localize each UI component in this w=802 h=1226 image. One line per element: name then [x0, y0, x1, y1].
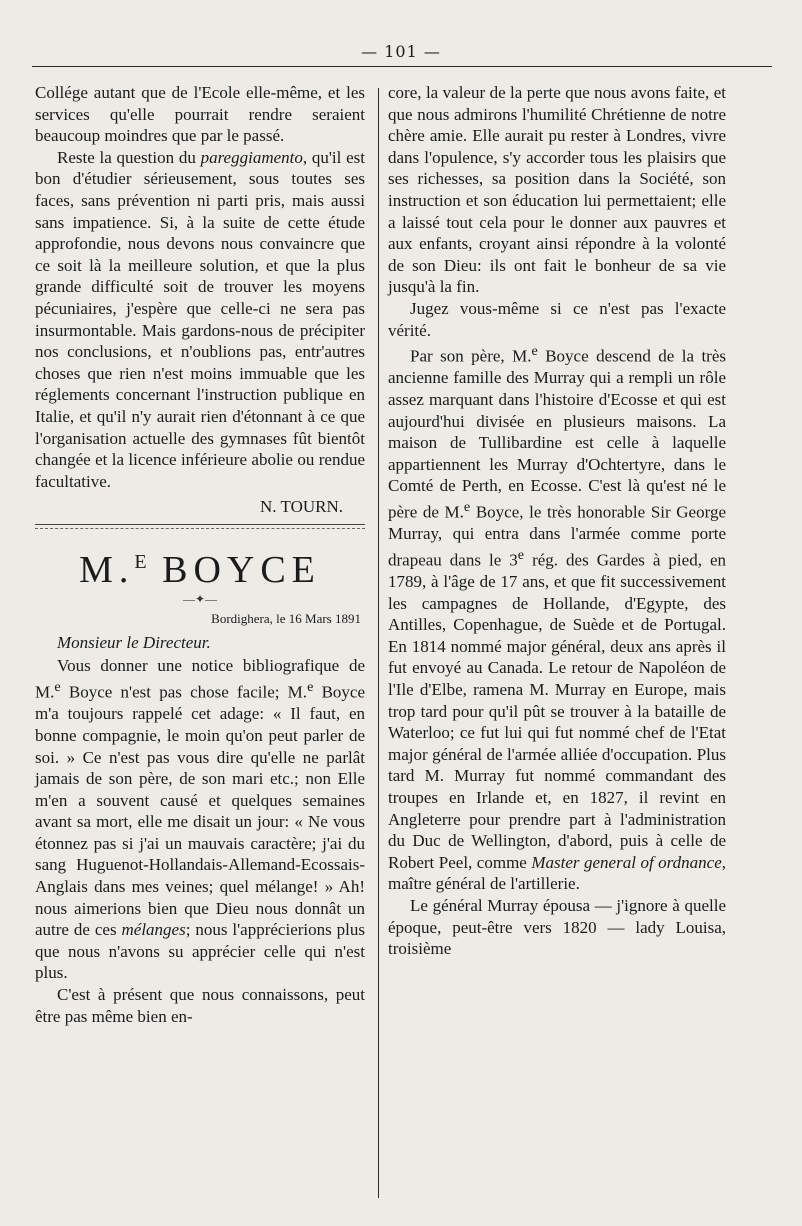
right-column	[388, 82, 726, 960]
text-run: , qu'il est bon d'étudier sérieusement, sous toutes ses faces, sans prévention ni parti pris, mais aussi sans impatience. Si, à la suite de cette étude approfondie, nous devons nous convaincre que ce soit là la meilleure solution, et que la plus grande difficulté soit de trouver les moyens pécuniaires, j'espère que celle-ci ne sera pas insurmontable. Mais gardons-nous de précipiter nos conclusions, et n'oublions pas, entr'autres choses que rien n'est moins immuable que les réglements concernant l'instruction publique en Italie, et qu'il n'y aurait rien d'étonnant à ce que l'organisation actuelle des gymnases fût bientôt changée et la licence inférieure abolie ou rendue facultative.	[35, 147, 365, 491]
superscript: e	[307, 679, 314, 696]
text-run: Boyce m'a toujours rappelé cet adage: « Il faut, en bonne compagnie, le moin qu'on peut parler de soi. » Ce n'est pas vous dire qu'elle ne parlât jamais de son père, de son mari etc.; non Elle m'en a souvent causé et quelques semaines avant sa mort, elle me disait un jour: « Ne vous étonnez pas si j'ai un mauvais caractère; j'ai du sang Huguenot-Hollandais-Allemand-Ecossais-Anglais dans mes veines; quel mélange! » Ah! nous aimerions bien que Dieu nous donnât un autre de ces	[35, 682, 366, 940]
text-run: , maître général de l'artillerie.	[388, 852, 726, 894]
left-column	[35, 82, 365, 1027]
text-run: Par son père, M.	[410, 346, 532, 366]
paragraph: C'est à présent que nous connaissons, peut être pas même bien en-	[35, 985, 365, 1026]
paragraph: core, la valeur de la perte que nous avons faite, et que nous admirons l'humilité Chrétienne de notre chère amie. Elle aurait pu rester à Londres, vivre dans l'opulence, s'y accorder tous les plaisirs que ses richesses, sa position dans la Société, son instruction et son éducation lui permettaient; elle a laissé tout cela pour le donner aux pauvres et aux enfants, croyant ainsi répondre à la volonté de son Dieu: ils ont fait le bonheur de sa vie jusqu'à la fin.	[388, 83, 726, 297]
text-run: Boyce, le très honorable Sir George Murray, qui entra dans l'armée comme porte drapeau dans le 3	[388, 502, 726, 570]
title-text: BOYCE	[146, 548, 321, 591]
paragraph: Collége autant que de l'Ecole elle-même, et les services qu'elle pourrait rendre seraient beaucoup moindres que par le passé.	[35, 83, 365, 146]
salutation: Monsieur le Directeur.	[57, 632, 211, 652]
title-text: M.	[79, 548, 135, 591]
ornament-icon: —✦—	[182, 591, 218, 606]
text-run: Boyce n'est pas chose facile; M.	[60, 682, 308, 702]
column-divider	[378, 88, 379, 1198]
text-run: Vous donner une notice bibliografique de M.	[35, 656, 365, 702]
text-run: rég. des Gardes à pied, en 1789, à l'âge de 17 ans, et que fit successivement les campagnes de Hollande, d'Egypte, des Antilles, Copenhague, de Suède et de Portugal. En 1814 nommé major général, deux ans après il fut envoyé au Canada. Le retour de Napoléon de l'Ile d'Elbe, ramena M. Murray en Europe, mais trop tard pour qu'il pût se trouver à la bataille de Waterloo; ce fut lui qui fut nommé chef de l'Etat major général de l'armée alliée d'occupation. Plus tard M. Murray fut nommé commandant des troupes en Irlande et, en 1827, il revint en Angleterre pour prendre part à l'administration du Duc de Wellington, d'abord, puis à celle de Robert Peel, comme	[388, 550, 726, 872]
superscript: e	[463, 498, 471, 515]
paragraph	[35, 655, 365, 984]
italic-term: mélanges	[121, 920, 186, 940]
superscript: e	[517, 546, 525, 563]
italic-term: pareggiamento	[200, 147, 303, 167]
header-rule	[32, 66, 772, 67]
superscript: e	[531, 343, 538, 360]
author-signature: N. TOURN.	[260, 497, 343, 517]
article-title	[35, 540, 365, 592]
paragraph: Jugez vous-même si ce n'est pas l'exacte vérité.	[388, 298, 726, 340]
italic-term: Master general of ordnance	[531, 852, 722, 872]
text-run: Boyce descend de la très ancienne famille des Murray qui a rempli un rôle assez marquant dans l'histoire d'Ecosse et qui est aujourd'hui divisée en plusieurs maisons. La maison de Tullibardine est celle à laquelle appartiennent les Murray d'Ochtertyre, dans le Comté de Perth, en Ecosse. C'est là qu'est né le père de M.	[388, 346, 726, 522]
text-run: ; nous l'apprécierions plus que nous n'avons su apprécier celle qui n'est plus.	[35, 920, 366, 983]
page-number: — 101 —	[361, 42, 441, 61]
paragraph	[35, 147, 365, 493]
dateline: Bordighera, le 16 Mars 1891	[211, 610, 361, 626]
text-run: Reste la question du	[57, 147, 201, 167]
paragraph	[388, 341, 726, 895]
paragraph: Le général Murray épousa — j'ignore à quelle époque, peut-être vers 1820 — lady Louisa, troisième	[388, 895, 726, 959]
section-separator	[35, 524, 365, 532]
title-superscript: E	[134, 550, 147, 573]
superscript: e	[54, 679, 61, 696]
